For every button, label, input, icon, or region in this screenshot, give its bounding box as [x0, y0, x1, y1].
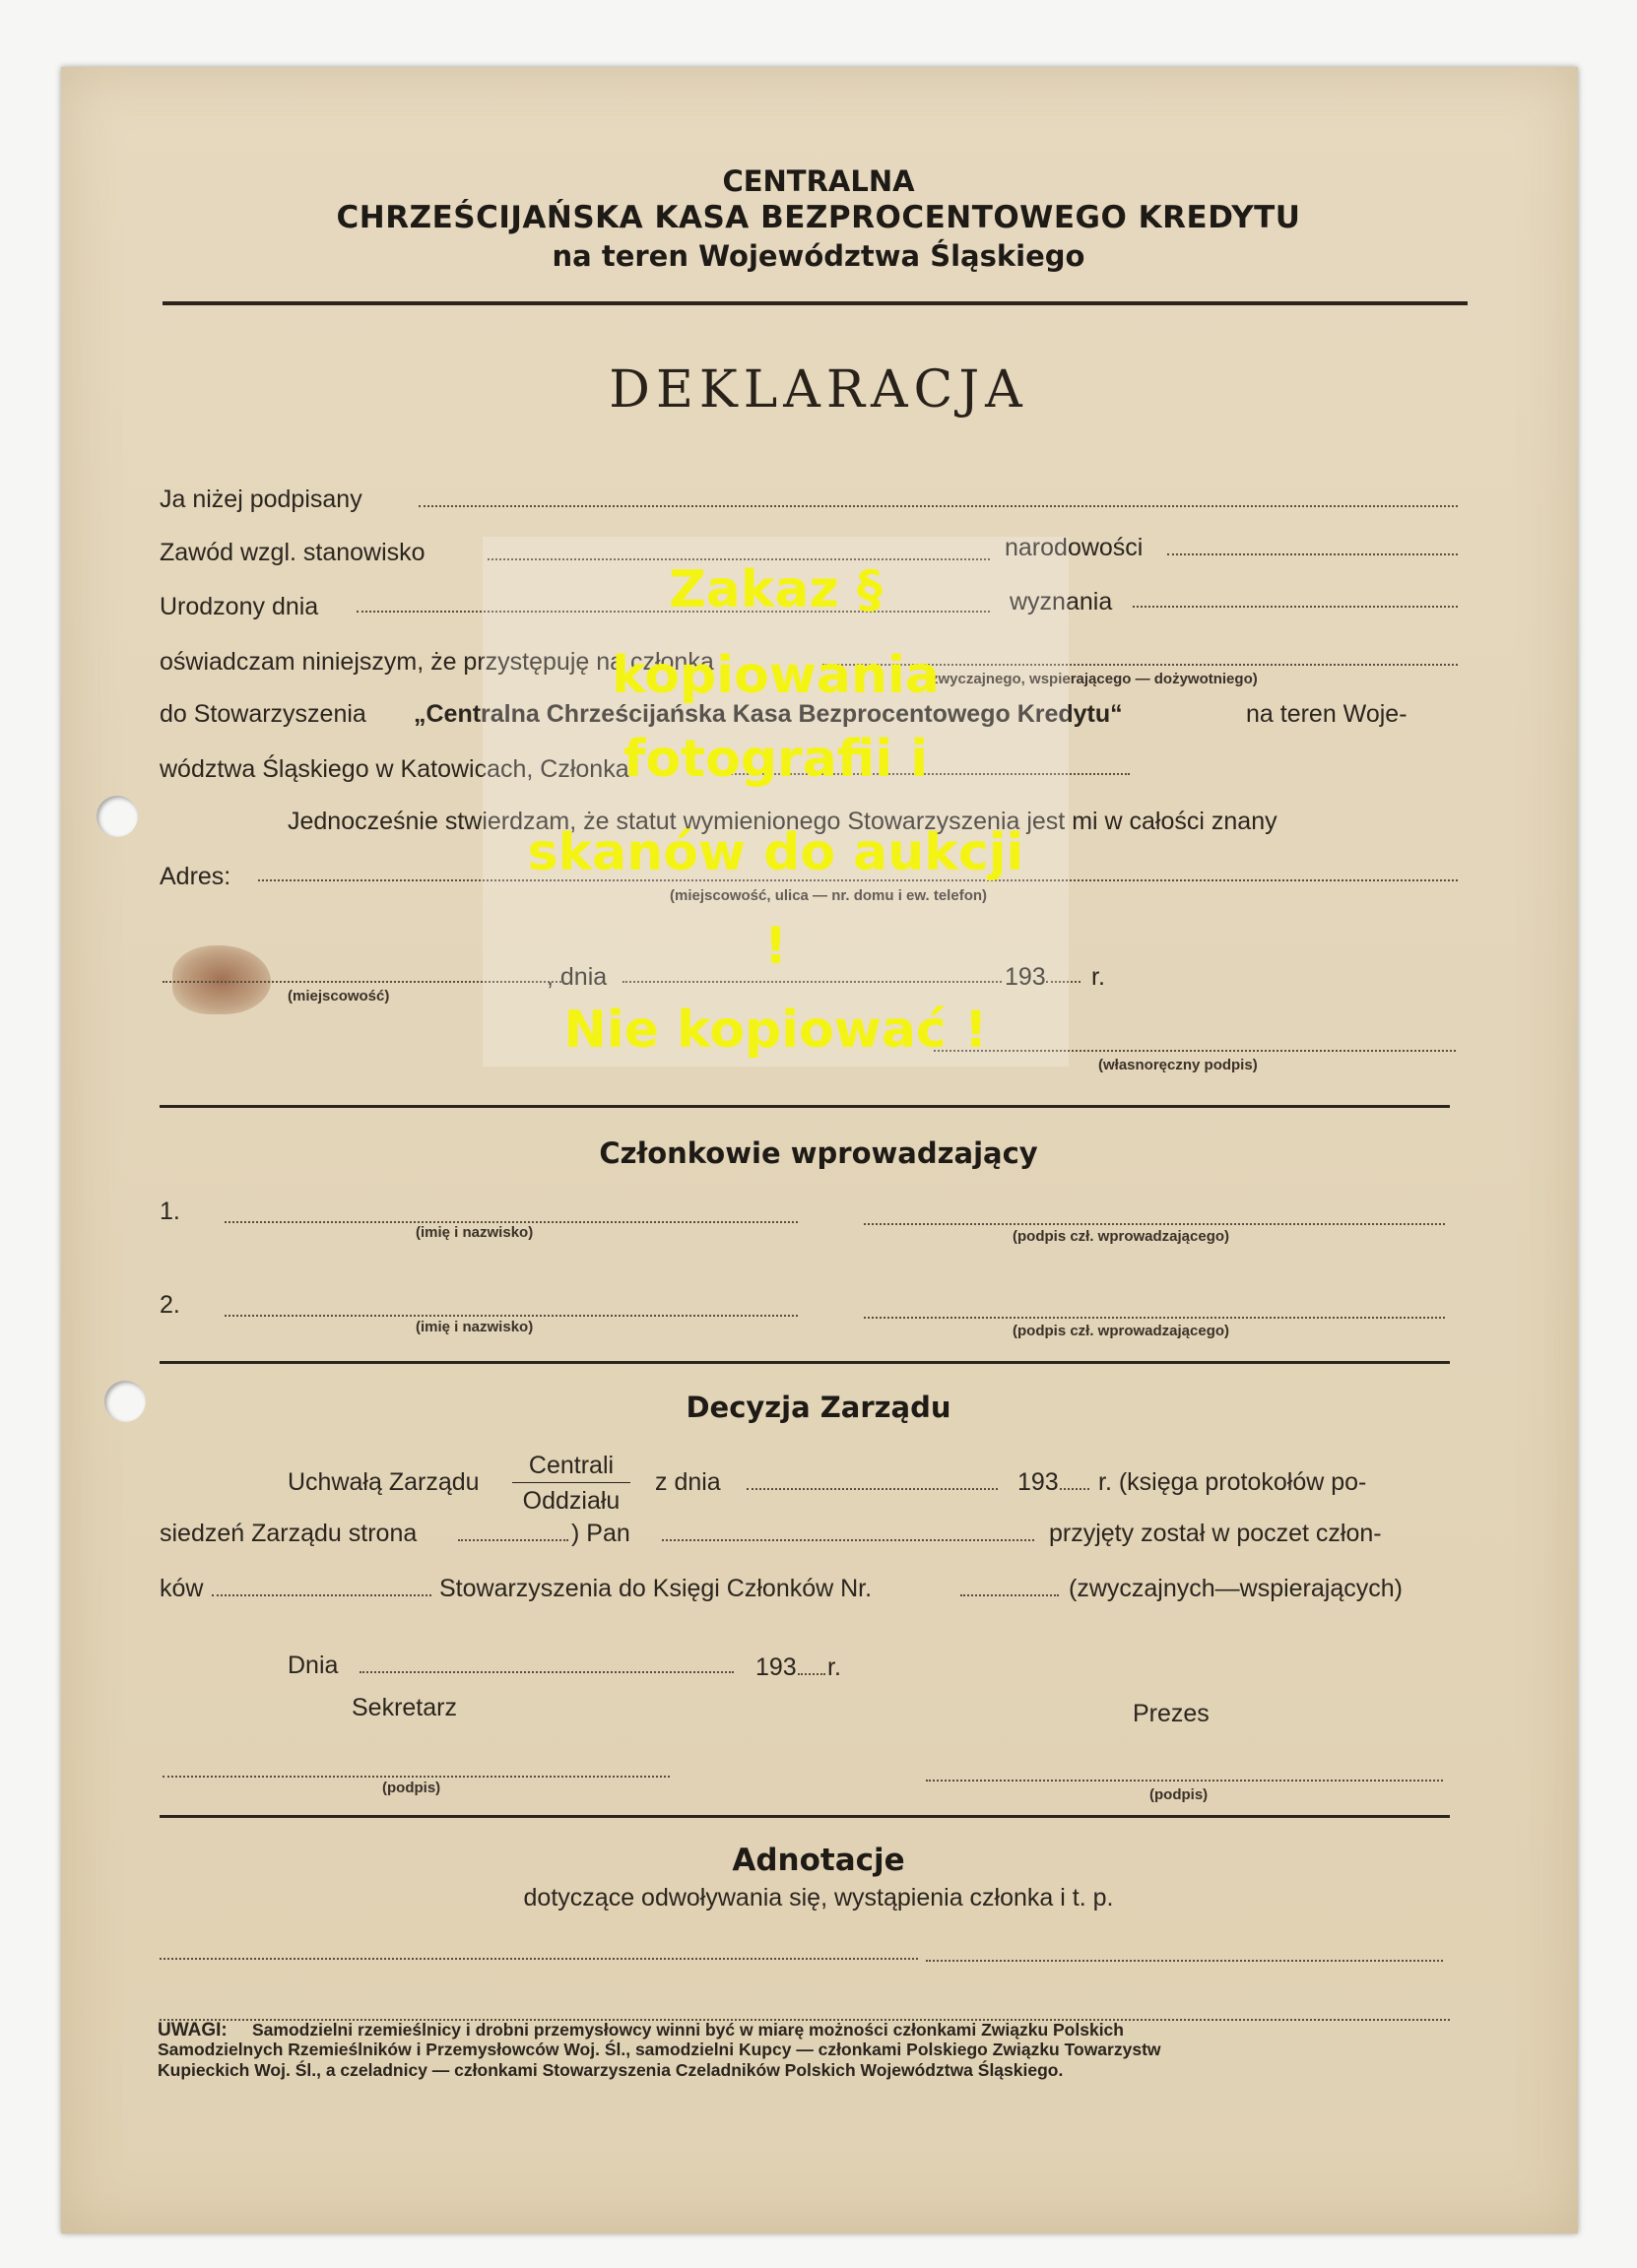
- introducer-2-name-caption: (imię i nazwisko): [416, 1319, 534, 1335]
- assoc-suffix: na teren Woje-: [1246, 700, 1408, 728]
- secretary-sign-caption: (podpis): [382, 1780, 441, 1796]
- annotations-subtitle: dotyczące odwoływania się, wystąpienia członka i t. p.: [523, 1884, 1114, 1912]
- introducer-1-name-caption: (imię i nazwisko): [416, 1224, 534, 1241]
- assoc-line2: wództwa Śląskiego w Katowicach, Członka: [160, 755, 629, 783]
- header-line1: CENTRALNA: [722, 164, 915, 198]
- watermark-line: fotografii i: [622, 730, 929, 789]
- assoc-prefix: do Stowarzyszenia: [160, 700, 366, 728]
- decision-line3-c: (zwyczajnych—wspierających): [1069, 1575, 1403, 1602]
- annotation-line-b[interactable]: [926, 1960, 1443, 1962]
- assoc-name: „Centralna Chrześcijańska Kasa Bezprocentowego Kredytu“: [414, 700, 1123, 728]
- president-sign-field[interactable]: [926, 1780, 1443, 1782]
- decision-year-field[interactable]: [798, 1673, 825, 1675]
- section-rule: [160, 1815, 1450, 1818]
- decision-line2-b: ) Pan: [571, 1520, 630, 1547]
- member-record-field[interactable]: [212, 1594, 431, 1596]
- nationality-field[interactable]: [1167, 553, 1458, 555]
- year-prefix: 193: [1005, 963, 1046, 991]
- religion-field[interactable]: [1133, 606, 1458, 608]
- fraction-bar: [512, 1482, 630, 1483]
- occupation-label: Zawód wzgl. stanowisko: [160, 539, 426, 566]
- annotations-title: Adnotacje: [732, 1843, 905, 1878]
- name-label: Ja niżej podpisany: [160, 486, 362, 513]
- president-sign-caption: (podpis): [1149, 1786, 1209, 1803]
- notes-line2: Samodzielnych Rzemieślników i Przemysłowców Woj. Śl., samodzielni Kupcy — członkami Polskiego Związku Towarzystw: [158, 2040, 1161, 2059]
- watermark-line: Nie kopiować !: [563, 1001, 988, 1060]
- header-line2: CHRZEŚCIJAŃSKA KASA BEZPROCENTOWEGO KREDYTU: [336, 200, 1301, 235]
- header-line3: na teren Województwa Śląskiego: [552, 239, 1085, 273]
- notes-line1: Samodzielni rzemieślnicy i drobni przemysłowcy winni być w miarę możności członkami Związku Polskich: [252, 2020, 1124, 2040]
- introducer-1-sign-field[interactable]: [864, 1223, 1445, 1225]
- watermark-line: !: [763, 917, 788, 976]
- header-rule: [163, 301, 1468, 305]
- watermark-line: Zakaz §: [669, 560, 883, 619]
- resolution-year-prefix: 193: [1017, 1468, 1059, 1496]
- section-rule: [160, 1105, 1450, 1108]
- fraction-bottom: Oddziału: [522, 1487, 621, 1515]
- secretary-label: Sekretarz: [352, 1694, 457, 1721]
- place-caption: (miejscowość): [288, 988, 390, 1004]
- introducer-2-sign-caption: (podpis czł. wprowadzającego): [1013, 1323, 1230, 1339]
- president-label: Prezes: [1133, 1700, 1210, 1727]
- decision-date-year: 193: [755, 1653, 797, 1681]
- member-type-caption: (zwyczajnego, wspierającego — dożywotniego): [926, 671, 1258, 687]
- accepted-person-field[interactable]: [662, 1539, 1034, 1541]
- introducer-1-sign-caption: (podpis czł. wprowadzającego): [1013, 1228, 1230, 1245]
- decision-date-label: Dnia: [288, 1652, 339, 1679]
- introducer-2-sign-field[interactable]: [864, 1317, 1445, 1319]
- statute-text: Jednocześnie stwierdzam, że statut wymienionego Stowarzyszenia jest mi w całości znany: [288, 808, 1277, 835]
- notes-label: UWAGI:: [158, 2020, 228, 2041]
- fraction-top: Centrali: [528, 1452, 615, 1479]
- section-rule: [160, 1361, 1450, 1364]
- date-label: , dnia: [547, 963, 608, 991]
- religion-label: wyznania: [1010, 588, 1113, 616]
- decision-line2-c: przyjęty został w poczet człon-: [1049, 1520, 1382, 1547]
- notes-line3: Kupieckich Woj. Śl., a czeladnicy — członkami Stowarzyszenia Czeladników Polskich Województwa Śląskiego.: [158, 2060, 1064, 2080]
- decision-line3-b: Stowarzyszenia do Księgi Członków Nr.: [439, 1575, 873, 1602]
- watermark-line: skanów do aukcji: [527, 823, 1024, 882]
- annotation-line-a[interactable]: [160, 1958, 918, 1960]
- decision-line3-a: ków: [160, 1575, 204, 1602]
- address-caption: (miejscowość, ulica — nr. domu i ew. telefon): [670, 887, 988, 904]
- year-suffix: r.: [1091, 963, 1105, 991]
- resolution-year-field[interactable]: [1060, 1488, 1089, 1490]
- from-day-label: z dnia: [655, 1468, 721, 1496]
- punch-hole: [97, 796, 138, 837]
- secretary-sign-field[interactable]: [163, 1776, 670, 1778]
- page-number-field[interactable]: [458, 1539, 568, 1541]
- introducer-1-name-field[interactable]: [225, 1221, 798, 1223]
- resolution-date-field[interactable]: [747, 1488, 998, 1490]
- born-label: Urodzony dnia: [160, 593, 319, 620]
- resolution-label: Uchwałą Zarządu: [288, 1468, 480, 1496]
- name-field[interactable]: [419, 505, 1458, 507]
- introducer-2-number: 2.: [160, 1291, 180, 1319]
- decision-title: Decyzja Zarządu: [686, 1391, 951, 1424]
- introducer-2-name-field[interactable]: [225, 1315, 798, 1317]
- statement-text: oświadczam niniejszym, że przystępuję na członka: [160, 648, 714, 676]
- introducers-title: Członkowie wprowadzający: [599, 1136, 1038, 1170]
- decision-date-field[interactable]: [360, 1671, 734, 1673]
- register-number-field[interactable]: [960, 1594, 1059, 1596]
- address-label: Adres:: [160, 863, 231, 890]
- nationality-label: narodowości: [1005, 534, 1144, 561]
- watermark-line: kopiowania: [612, 646, 940, 705]
- protocol-text: r. (księga protokołów po-: [1098, 1468, 1367, 1496]
- stain-mark: [172, 945, 271, 1014]
- decision-date-suffix: r.: [827, 1653, 841, 1681]
- decision-line2-a: siedzeń Zarządu strona: [160, 1520, 418, 1547]
- signature-caption: (własnoręczny podpis): [1098, 1057, 1258, 1073]
- page-title: DEKLARACJA: [609, 360, 1028, 420]
- introducer-1-number: 1.: [160, 1198, 180, 1225]
